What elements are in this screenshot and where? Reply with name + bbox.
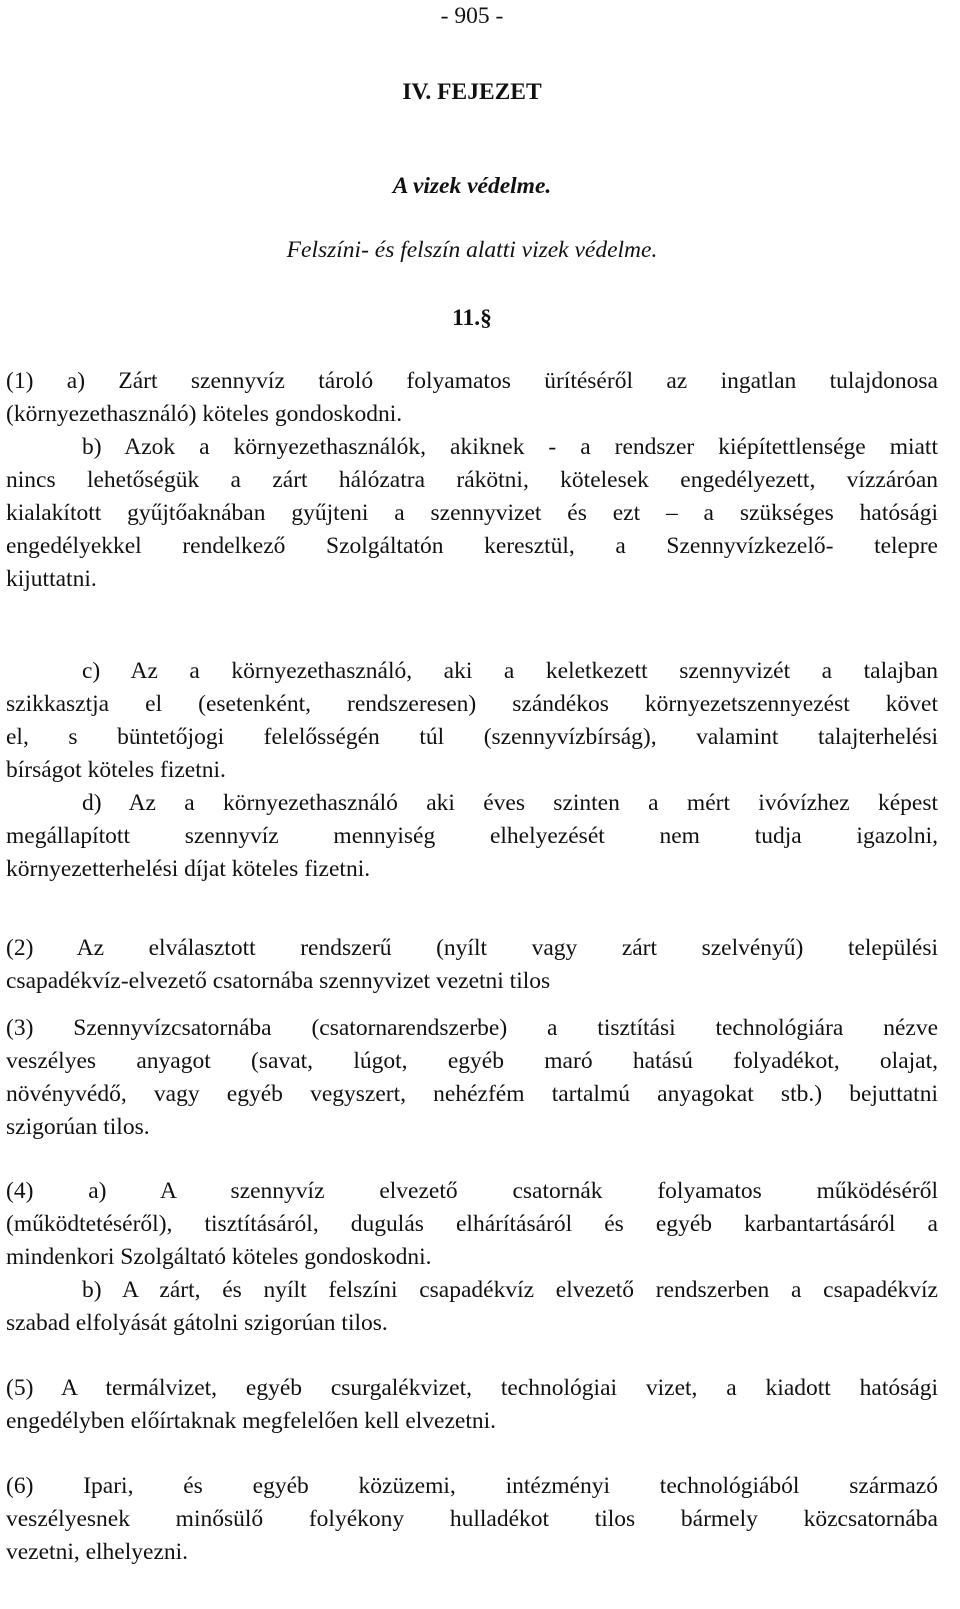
- paragraph-1d-line: környezetterhelési díjat köteles fizetni.: [6, 856, 371, 882]
- paragraph-2-line: (2) Az elválasztott rendszerű (nyílt vagy zárt szelvényű) települési: [6, 935, 938, 961]
- paragraph-5-line: (5) A termálvizet, egyéb csurgalékvizet, technológiai vizet, a kiadott hatósági: [6, 1375, 938, 1401]
- paragraph-4a-line: (4) a) A szennyvíz elvezető csatornák folyamatos működéséről: [6, 1178, 938, 1204]
- paragraph-4a-line: mindenkori Szolgáltató köteles gondoskodni.: [6, 1244, 432, 1270]
- paragraph-1b-line: nincs lehetőségük a zárt hálózatra rákötni, kötelesek engedélyezett, vízzáróan: [6, 467, 938, 493]
- paragraph-3-line: növényvédő, vagy egyéb vegyszert, nehézfém tartalmú anyagokat stb.) bejuttatni: [6, 1081, 938, 1107]
- paragraph-6-line: veszélyesnek minősülő folyékony hulladékot tilos bármely közcsatornába: [6, 1506, 938, 1532]
- paragraph-1d-line: d) Az a környezethasználó aki éves szinten a mért ivóvízhez képest: [82, 790, 938, 816]
- paragraph-6-line: (6) Ipari, és egyéb közüzemi, intézményi technológiából származó: [6, 1473, 938, 1499]
- paragraph-4a-line: (működtetéséről), tisztításáról, dugulás elhárításáról és egyéb karbantartásáról a: [6, 1211, 938, 1237]
- paragraph-1b-line: engedélyekkel rendelkező Szolgáltatón keresztül, a Szennyvízkezelő- telepre: [6, 533, 938, 559]
- paragraph-1b-line: kialakított gyűjtőaknában gyűjteni a szennyvizet és ezt – a szükséges hatósági: [6, 500, 938, 526]
- section-number: 11.§: [452, 305, 492, 331]
- paragraph-1c-line: bírságot köteles fizetni.: [6, 757, 226, 783]
- paragraph-1c-line: c) Az a környezethasználó, aki a keletkezett szennyvizét a talajban: [82, 658, 938, 684]
- paragraph-3-line: veszélyes anyagot (savat, lúgot, egyéb maró hatású folyadékot, olajat,: [6, 1048, 938, 1074]
- paragraph-1b-line: b) Azok a környezethasználók, akiknek - a rendszer kiépítettlensége miatt: [82, 434, 938, 460]
- paragraph-3-line: szigorúan tilos.: [6, 1114, 150, 1140]
- subtitle: Felszíni- és felszín alatti vizek védelme.: [286, 237, 658, 263]
- paragraph-2-line: csapadékvíz-elvezető csatornába szennyvizet vezetni tilos: [6, 968, 551, 994]
- paragraph-1b-line: kijuttatni.: [6, 566, 97, 592]
- chapter-heading: IV. FEJEZET: [402, 79, 542, 105]
- paragraph-1c-line: el, s büntetőjogi felelősségén túl (szennyvízbírság), valamint talajterhelési: [6, 724, 938, 750]
- paragraph-4b-line: b) A zárt, és nyílt felszíni csapadékvíz elvezető rendszerben a csapadékvíz: [82, 1277, 938, 1303]
- page-number: - 905 -: [440, 3, 504, 29]
- title: A vizek védelme.: [392, 173, 552, 199]
- paragraph-1d-line: megállapított szennyvíz mennyiség elhelyezését nem tudja igazolni,: [6, 823, 938, 849]
- paragraph-1c-line: szikkasztja el (esetenként, rendszeresen) szándékos környezetszennyezést követ: [6, 691, 938, 717]
- paragraph-1a-line: (1) a) Zárt szennyvíz tároló folyamatos ürítéséről az ingatlan tulajdonosa: [6, 368, 938, 394]
- paragraph-4b-line: szabad elfolyását gátolni szigorúan tilos.: [6, 1310, 388, 1336]
- paragraph-1a-line: (környezethasználó) köteles gondoskodni.: [6, 401, 403, 427]
- paragraph-6-line: vezetni, elhelyezni.: [6, 1539, 189, 1565]
- paragraph-5-line: engedélyben előírtaknak megfelelően kell elvezetni.: [6, 1408, 497, 1434]
- paragraph-3-line: (3) Szennyvízcsatornába (csatornarendszerbe) a tisztítási technológiára nézve: [6, 1015, 938, 1041]
